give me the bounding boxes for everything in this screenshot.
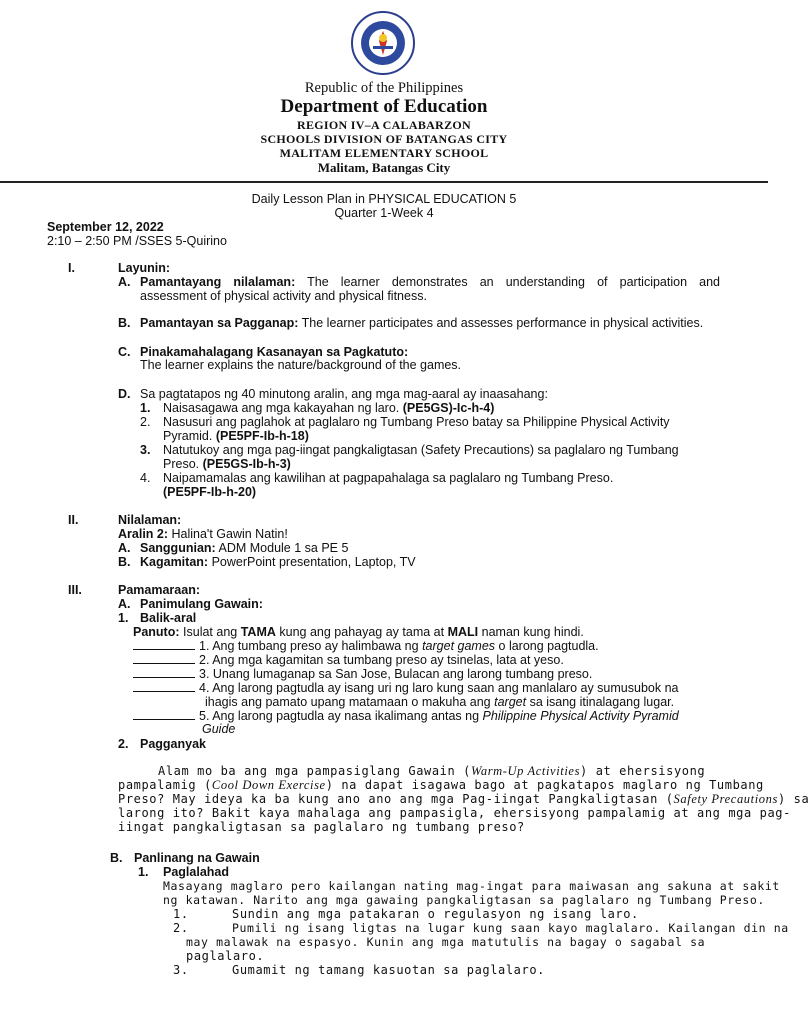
label: Aralin 2:: [118, 527, 169, 541]
quiz-item-5-cont: Guide: [202, 722, 236, 736]
pagganyak-line-4: larong ito? Bakit kaya mahalaga ang pampasigla, ehersisyong pampalamig at ang mga pag-: [118, 806, 791, 820]
answer-blank[interactable]: [133, 667, 195, 678]
objective-2-cont: [163, 429, 309, 443]
item-number: 2.: [118, 737, 129, 751]
safety-rule-2: Pumili ng isang ligtas na lugar kung saan kayo maglalaro. Kailangan din na: [232, 921, 789, 935]
emphasis: Warm-Up Activities: [470, 764, 581, 778]
quiz-item-1: [133, 639, 599, 653]
item-number: 1.: [138, 865, 149, 879]
pagganyak-line-3: [118, 792, 809, 807]
panimulang-gawain: Panimulang Gawain:: [140, 597, 263, 611]
emphasis: Cool Down Exercise: [211, 778, 326, 792]
label: Pamantayan sa Pagganap:: [140, 316, 299, 330]
section-3-number: III.: [68, 583, 82, 597]
header-divider: [0, 181, 768, 183]
emphasis: Safety Precautions: [673, 792, 778, 806]
text: 2. Ang mga kagamitan sa tumbang preso ay tsinelas, lata at yeso.: [199, 653, 564, 667]
rule-number: 3.: [173, 963, 189, 977]
kagamitan-line: [140, 555, 416, 569]
pamantayang-nilalaman: [140, 275, 720, 289]
section-3-title: Pamamaraan:: [118, 583, 200, 597]
text: Preso? May ideya ka ba kung ano ano ang mga Pag-iingat Pangkaligtasan (: [118, 792, 674, 806]
safety-rule-3: Gumamit ng tamang kasuotan sa paglalaro.: [232, 963, 545, 977]
quarter-week: Quarter 1-Week 4: [334, 206, 434, 220]
item-letter: B.: [118, 555, 131, 569]
kasanayan-text: The learner explains the nature/background of the games.: [140, 358, 462, 372]
objective-3: Natutukoy ang mga pag-iingat pangkaligtasan (Safety Precautions) sa paglalaro ng Tumbang: [163, 443, 679, 457]
tama: TAMA: [240, 625, 276, 639]
emphasis: target games: [422, 639, 496, 653]
emphasis: Philippine Physical Activity Pyramid: [482, 709, 679, 723]
pamantayan-sa-pagganap: [140, 316, 703, 330]
answer-blank[interactable]: [133, 681, 195, 692]
answer-blank[interactable]: [133, 653, 195, 664]
quiz-item-4: [133, 681, 679, 695]
text: ) na dapat isagawa bago at pagkatapos maglaro ng Tumbang: [325, 778, 764, 792]
objective-number: 2.: [140, 415, 151, 429]
pagganyak-line-1: [158, 764, 705, 779]
text: Naisasagawa ang mga kakayahan ng laro.: [163, 401, 400, 415]
pagganyak-line-2: [118, 778, 764, 793]
answer-blank[interactable]: [133, 639, 195, 650]
rule-number: 1.: [173, 907, 189, 921]
school-line: MALITAM ELEMENTARY SCHOOL: [279, 146, 489, 160]
text: PowerPoint presentation, Laptop, TV: [211, 555, 416, 569]
region-line: REGION IV–A CALABARZON: [297, 118, 471, 132]
item-letter: B.: [118, 316, 131, 330]
safety-rule-2-cont: may malawak na espasyo. Kunin ang mga matutulis na bagay o sagabal sa: [186, 935, 706, 949]
objective-2: Nasusuri ang paglahok at paglalaro ng Tumbang Preso batay sa Philippine Physical Activity: [163, 415, 670, 429]
lesson-date: September 12, 2022: [47, 220, 164, 234]
objective-3-cont: [163, 457, 291, 471]
aralin-line: [118, 527, 288, 541]
text: 4. Ang larong pagtudla ay isang uri ng laro kung saan ang manlalaro ay sumusubok na: [199, 681, 679, 695]
objective-4: Naipamamalas ang kawilihan at pagpapahalaga sa paglalaro ng Tumbang Preso.: [163, 471, 614, 485]
paglalahad-line-2: ng katawan. Narito ang mga gawaing pangkaligtasan sa paglalaro ng Tumbang Preso.: [163, 893, 765, 907]
section-1-number: I.: [68, 261, 75, 275]
deped-seal-icon: [350, 10, 416, 76]
text: Preso.: [163, 457, 200, 471]
quiz-item-4-cont: [205, 695, 674, 709]
item-letter: B.: [110, 851, 123, 865]
text: ) at ehersisyong: [580, 764, 706, 778]
text: 3. Unang lumaganap sa San Jose, Bulacan ang larong tumbang preso.: [199, 667, 593, 681]
item-letter: D.: [118, 387, 131, 401]
text: sa isang itinalagang lugar.: [529, 695, 675, 709]
item-letter: C.: [118, 345, 131, 359]
objective-number: 1.: [140, 401, 151, 415]
quiz-item-3: [133, 667, 592, 681]
text: The learner demonstrates an understanding of participation and: [307, 275, 721, 289]
lesson-plan-title: Daily Lesson Plan in PHYSICAL EDUCATION 5: [251, 192, 517, 206]
panlinang-na-gawain: Panlinang na Gawain: [134, 851, 260, 865]
pamantayang-nilalaman-cont: assessment of physical activity and physical fitness.: [140, 289, 427, 303]
safety-rule-2-cont: paglalaro.: [186, 949, 265, 963]
item-letter: A.: [118, 275, 131, 289]
text: Isulat ang: [183, 625, 238, 639]
objective-number: 3.: [140, 443, 151, 457]
pagganyak: Pagganyak: [140, 737, 207, 751]
mali: MALI: [447, 625, 479, 639]
department-title: Department of Education: [280, 96, 488, 117]
label: Pamantayang nilalaman:: [140, 275, 296, 289]
code: (PE5GS)-Ic-h-4): [402, 401, 495, 415]
text: ADM Module 1 sa PE 5: [218, 541, 349, 555]
objective-1: [163, 401, 494, 415]
answer-blank[interactable]: [133, 709, 195, 720]
objectives-intro: Sa pagtatapos ng 40 minutong aralin, ang mga mag-aaral ay inaasahang:: [140, 387, 548, 401]
text: o larong pagtudla.: [498, 639, 599, 653]
code: (PE5PF-Ib-h-18): [215, 429, 309, 443]
text: kung ang pahayag ay tama at: [279, 625, 445, 639]
item-number: 1.: [118, 611, 129, 625]
label: Sanggunian:: [140, 541, 216, 555]
section-2-title: Nilalaman:: [118, 513, 182, 527]
item-letter: A.: [118, 541, 131, 555]
text: Pyramid.: [163, 429, 213, 443]
text: Halina't Gawin Natin!: [171, 527, 288, 541]
panuto-line: [133, 625, 584, 639]
pinakamahalagang-kasanayan: Pinakamahalagang Kasanayan sa Pagkatuto:: [140, 345, 409, 359]
emphasis: target: [494, 695, 527, 709]
text: 1. Ang tumbang preso ay halimbawa ng: [199, 639, 419, 653]
quiz-item-2: [133, 653, 564, 667]
quiz-item-5: [133, 709, 679, 723]
text: 5. Ang larong pagtudla ay nasa ikalimang antas ng: [199, 709, 480, 723]
rule-number: 2.: [173, 921, 189, 935]
sanggunian-line: [140, 541, 348, 555]
paglalahad-line-1: Masayang maglaro pero kailangan nating mag-ingat para maiwasan ang sakuna at sakit: [163, 879, 780, 893]
balik-aral: Balik-aral: [140, 611, 197, 625]
paglalahad: Paglalahad: [163, 865, 229, 879]
pagganyak-line-5: iingat pangkaligtasan sa paglalaro ng tumbang preso?: [118, 820, 525, 834]
objective-4-code: (PE5PF-Ib-h-20): [163, 485, 257, 499]
safety-rule-1: Sundin ang mga patakaran o regulasyon ng isang laro.: [232, 907, 639, 921]
division-line: SCHOOLS DIVISION OF BATANGAS CITY: [260, 132, 508, 146]
text: The learner participates and assesses performance in physical activities.: [301, 316, 704, 330]
objective-number: 4.: [140, 471, 151, 485]
lesson-time: 2:10 – 2:50 PM /SSES 5-Quirino: [47, 234, 227, 248]
item-letter: A.: [118, 597, 131, 611]
text: ) sa: [777, 792, 809, 806]
label: Panuto:: [133, 625, 180, 639]
label: Kagamitan:: [140, 555, 209, 569]
text: Alam mo ba ang mga pampasiglang Gawain (: [158, 764, 471, 778]
republic-line: Republic of the Philippines: [304, 80, 464, 96]
text: naman kung hindi.: [481, 625, 584, 639]
section-2-number: II.: [68, 513, 79, 527]
text: ihagis ang pamato upang matamaan o makuha ang: [205, 695, 491, 709]
section-1-title: Layunin:: [118, 261, 171, 275]
address-line: Malitam, Batangas City: [317, 160, 451, 175]
code: (PE5GS-Ib-h-3): [202, 457, 291, 471]
text: pampalamig (: [118, 778, 212, 792]
